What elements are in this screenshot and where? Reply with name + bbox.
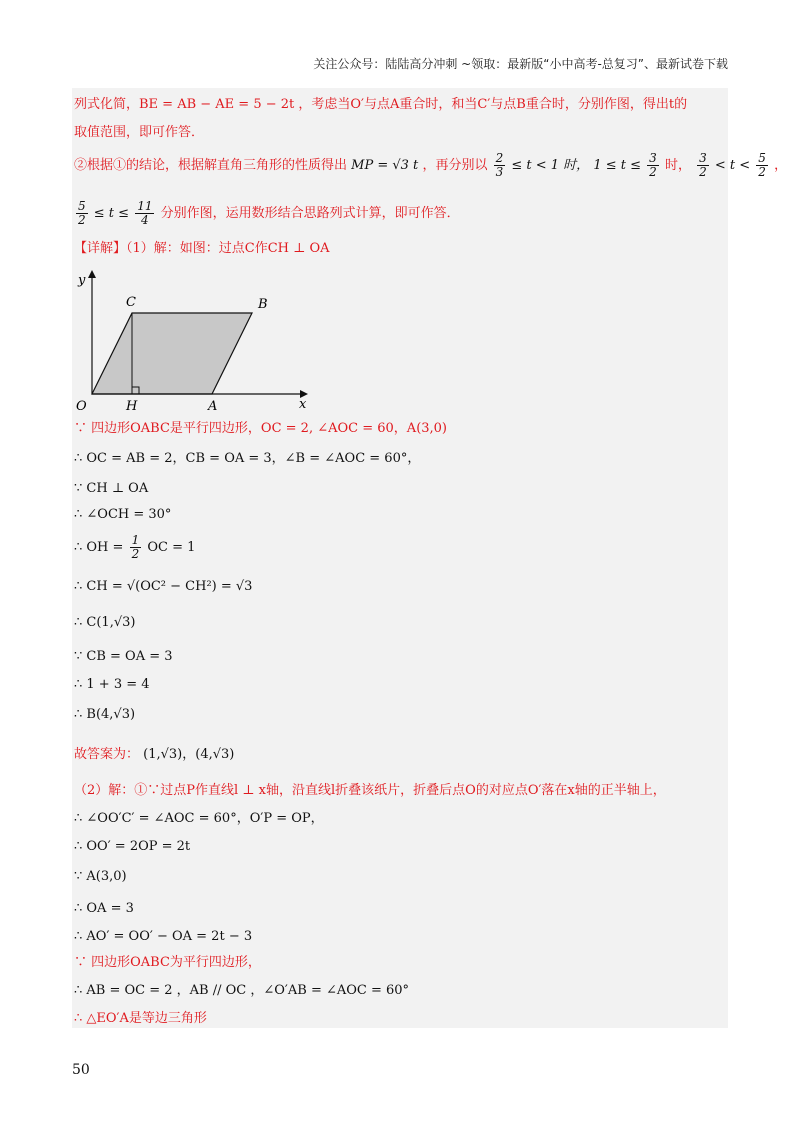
page-header: 关注公众号：陆陆高分冲刺 ~领取：最新版“小中高考-总复习”、最新试卷下载 [313,57,728,71]
text-line-8: ∵ CH ⊥ OA [74,481,149,496]
fraction-denominator: 2 [78,213,86,227]
fraction-numerator: 3 [699,151,707,165]
text-segment: ②根据①的结论，根据解直角三角形的性质得出 [74,158,348,173]
fraction [756,152,768,179]
fraction-numerator: 2 [495,151,504,165]
fraction [76,200,88,227]
fraction-denominator: 2 [699,165,707,179]
math-expression: MP = √3 t [351,158,419,173]
content-area [72,88,788,1028]
text-line-4 [74,200,460,227]
text-line-24: ∴ AB = OC = 2 ，AB // OC ，∠O′AB = ∠AOC = 60° [74,983,410,998]
label-c: C [126,295,136,310]
fraction-denominator: 2 [131,547,140,561]
text-line-6: ∵ 四边形OABC是平行四边形，OC = 2, ∠AOC = 60，A(3,0) [74,421,448,436]
text-line-2: 取值范围，即可作答． [74,125,205,140]
text-line-18: ∴ ∠OO′C′ = ∠AOC = 60°，O′P = OP， [74,811,324,826]
text-line-19: ∴ OO′ = 2OP = 2t [74,839,191,854]
text-line-13: ∵ CB = OA = 3 [74,649,173,664]
label-b: B [258,297,268,312]
text-line-15: ∴ B(4,√3) [74,707,136,722]
text-line-7: ∴ OC = AB = 2，CB = OA = 3，∠B = ∠AOC = 60°， [74,451,421,466]
text-segment: ，再分别以 [422,158,488,173]
text-segment: ， [774,158,788,173]
text-line-22: ∴ AO′ = OO′ − OA = 2t − 3 [74,929,253,944]
label-a: A [208,399,218,414]
detail-heading: 【详解】（1）解：如图：过点C作CH ⊥ OA [74,241,330,256]
text-line-25: ∴ △EO′A是等边三角形 [74,1011,207,1026]
math-expression: ≤ t < 1 时， [511,158,590,173]
text-line-17: （2）解：①∵过点P作直线l ⊥ x轴，沿直线l折叠该纸片，折叠后点O的对应点O′落在x轴的正半轴上， [74,783,666,798]
text-line-3 [74,152,787,179]
text-segment: OC = 1 [147,540,196,555]
answer-label: 故答案为： [74,747,140,762]
text-line-12: ∴ C(1,√3) [74,615,136,630]
text-line-16 [74,746,234,764]
text-line-20: ∵ A(3,0) [74,869,127,884]
page-number: 50 [72,1062,90,1078]
text-segment: ∴ OH = [74,540,124,555]
text-line-9: ∴ ∠OCH = 30° [74,507,172,522]
fraction-denominator: 4 [141,213,149,227]
text-segment: 分别作图，运用数形结合思路列式计算，即可作答． [160,206,460,221]
y-axis-arrow-icon [88,270,96,278]
fraction [697,152,709,179]
fraction-numerator: 1 [131,533,140,547]
label-y: y [78,273,86,288]
fraction [130,534,142,561]
fraction-numerator: 5 [758,151,766,165]
parallelogram-shape [92,313,252,394]
fraction-numerator: 3 [649,151,657,165]
fraction-denominator: 2 [649,165,657,179]
label-o: O [76,399,87,414]
fraction [494,152,506,179]
fraction-numerator: 5 [78,199,86,213]
text-line-11: ∴ CH = √(OC² − CH²) = √3 [74,579,253,594]
text-segment: 时， [664,158,691,173]
fraction [647,152,659,179]
text-line-14: ∴ 1 + 3 = 4 [74,677,150,692]
geometry-figure [72,268,312,414]
label-h: H [126,399,138,414]
math-expression: ≤ t ≤ [93,206,130,221]
text-line-10 [74,534,195,561]
fraction-denominator: 3 [495,165,504,179]
fraction-denominator: 2 [758,165,766,179]
fraction [135,200,154,227]
math-expression: 1 ≤ t ≤ [593,158,642,173]
text-line-23: ∵ 四边形OABC为平行四边形， [74,955,261,970]
text-line-1: 列式化简，BE = AB − AE = 5 − 2t ，考虑当O′与点A重合时，和当C′与点B重合时，分别作图，得出t的 [74,97,688,112]
math-expression: < t < [714,158,751,173]
fraction-numerator: 11 [137,199,153,213]
label-x: x [299,397,307,412]
answer-value: (1,√3)，(4,√3) [143,747,235,762]
text-line-21: ∴ OA = 3 [74,901,134,916]
